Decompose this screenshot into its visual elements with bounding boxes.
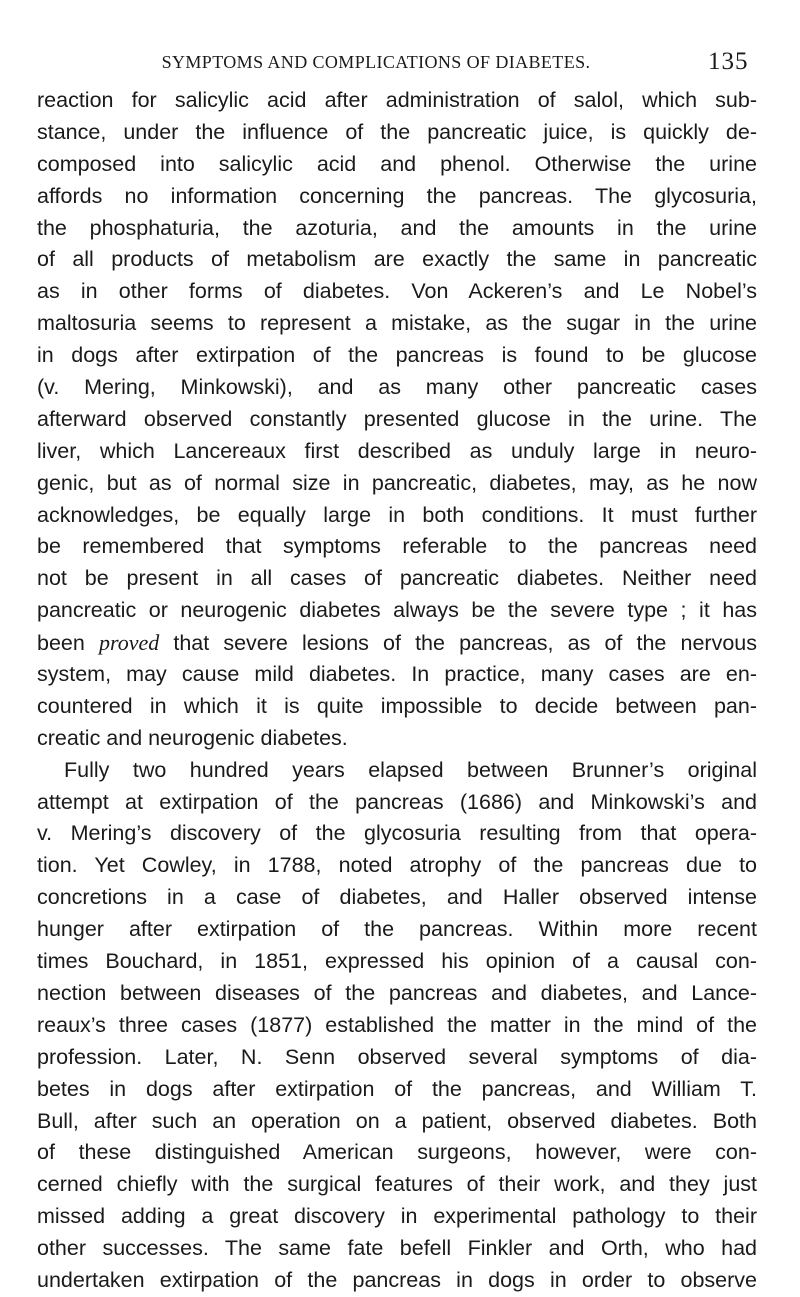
text-line: tion. Yet Cowley, in 1788, noted atrophy of the pancreas due to <box>37 853 757 878</box>
text-line: missed adding a great discovery in experimental pathology to their <box>37 1204 757 1229</box>
paragraph-start-line: Fully two hundred years elapsed between Brunner’s original <box>64 757 757 782</box>
text-line: reaction for salicylic acid after administration of salol, which sub- <box>37 88 757 112</box>
running-title: SYMPTOMS AND COMPLICATIONS OF DIABETES. <box>161 52 591 72</box>
text-line-with-emphasis <box>37 627 757 659</box>
text-line: cerned chiefly with the surgical features of their work, and they just <box>37 1172 757 1197</box>
text-line: afterward observed constantly presented glucose in the urine. The <box>37 406 757 431</box>
text-line: times Bouchard, in 1851, expressed his opinion of a causal con- <box>37 949 757 974</box>
text-line: hunger after extirpation of the pancreas. Within more recent <box>37 917 757 942</box>
paragraph-end-line: creatic and neurogenic diabetes. <box>37 725 348 750</box>
text-line: liver, which Lancereaux first described as unduly large in neuro- <box>37 438 757 463</box>
text-line: nection between diseases of the pancreas and diabetes, and Lance- <box>37 980 757 1005</box>
text-line: other successes. The same fate befell Finkler and Orth, who had <box>37 1236 757 1261</box>
page-number: 135 <box>708 48 749 75</box>
text-line: stance, under the influence of the pancreatic juice, is quickly de- <box>37 119 757 144</box>
text-line: genic, but as of normal size in pancreatic, diabetes, may, as he now <box>37 470 757 495</box>
body-text <box>37 85 757 1297</box>
running-header <box>0 48 800 78</box>
text-line: undertaken extirpation of the pancreas in dogs in order to observe <box>37 1267 757 1292</box>
text-line: in dogs after extirpation of the pancreas is found to be glucose <box>37 343 757 368</box>
text-line: concretions in a case of diabetes, and Haller observed intense <box>37 885 757 910</box>
text-line: be remembered that symptoms referable to the pancreas need <box>37 534 757 559</box>
text-line: as in other forms of diabetes. Von Ackeren’s and Le Nobel’s <box>37 279 757 304</box>
text-line: maltosuria seems to represent a mistake, as the sugar in the urine <box>37 311 757 336</box>
text-line: system, may cause mild diabetes. In practice, many cases are en- <box>37 662 757 687</box>
text-line: reaux’s three cases (1877) established the matter in the mind of the <box>37 1012 757 1037</box>
text-line: attempt at extirpation of the pancreas (1686) and Minkowski’s and <box>37 789 757 814</box>
emphasis-proved: proved <box>98 630 160 656</box>
text-segment: been <box>37 631 85 656</box>
text-line: betes in dogs after extirpation of the pancreas, and William T. <box>37 1076 757 1101</box>
text-line: the phosphaturia, the azoturia, and the amounts in the urine <box>37 215 757 240</box>
text-line: of all products of metabolism are exactly the same in pancreatic <box>37 247 757 272</box>
text-line: not be present in all cases of pancreatic diabetes. Neither need <box>37 566 757 591</box>
text-line: pancreatic or neurogenic diabetes always be the severe type ; it has <box>37 598 757 623</box>
text-line: composed into salicylic acid and phenol. Otherwise the urine <box>37 151 757 176</box>
text-line: profession. Later, N. Senn observed several symptoms of dia- <box>37 1044 757 1069</box>
text-line: acknowledges, be equally large in both conditions. It must further <box>37 502 757 527</box>
text-line: (v. Mering, Minkowski), and as many other pancreatic cases <box>37 375 757 400</box>
text-line: countered in which it is quite impossible to decide between pan- <box>37 693 757 718</box>
text-line: of these distinguished American surgeons, however, were con- <box>37 1140 757 1165</box>
text-line: affords no information concerning the pancreas. The glycosuria, <box>37 183 757 208</box>
text-segment: that severe lesions of the pancreas, as of the nervous <box>173 631 757 656</box>
text-line: Bull, after such an operation on a patient, observed diabetes. Both <box>37 1108 757 1133</box>
text-line: v. Mering’s discovery of the glycosuria resulting from that opera- <box>37 821 757 846</box>
